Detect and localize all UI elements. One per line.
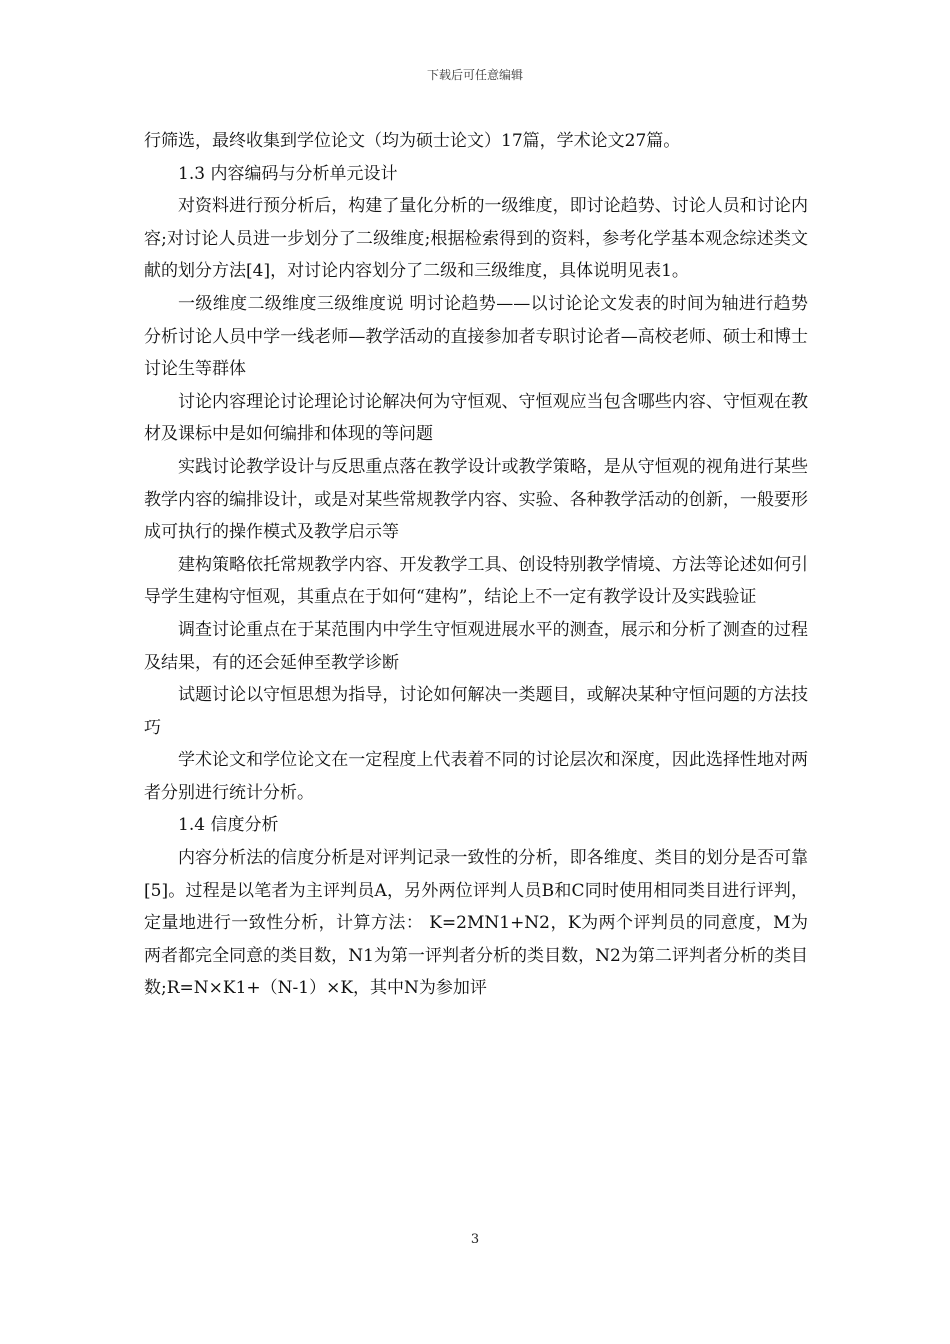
document-body (144, 125, 808, 1005)
page-number: 3 (470, 1232, 480, 1247)
paragraph: 调查讨论重点在于某范围内中学生守恒观进展水平的测查，展示和分析了测查的过程及结果，有的还会延伸至教学诊断 (144, 619, 808, 673)
paragraph: 建构策略依托常规教学内容、开发教学工具、创设特别教学情境、方法等论述如何引导学生建构守恒观，其重点在于如何“建构”，结论上不一定有教学设计及实践验证 (144, 554, 808, 608)
paragraph-continuation: 行筛选，最终收集到学位论文（均为硕士论文）17篇，学术论文27篇。 (144, 131, 681, 151)
page-header: 下载后可任意编辑 (426, 68, 523, 82)
paragraph: 试题讨论以守恒思想为指导，讨论如何解决一类题目，或解决某种守恒问题的方法技巧 (144, 685, 808, 738)
paragraph: 实践讨论教学设计与反思重点落在教学设计或教学策略，是从守恒观的视角进行某些教学内容的编排设计，或是对某些常规教学内容、实验、各种教学活动的创新，一般要形成可执行的操作模式及教学启示等 (144, 456, 808, 543)
paragraph: 内容分析法的信度分析是对评判记录一致性的分析，即各维度、类目的划分是否可靠[5]。过程是以笔者为主评判员A，另外两位评判人员B和C同时使用相同类目进行评判，定量地进行一致性分析，计算方法： K=2MN1+N2，K为两个评判员的同意度，M为两者都完全同意的类目数，N1为第一评判者分析的类目数，N2为第二评判者分析的类目数;R=N×K1+（N-1）×K，其中N为参加评 (144, 848, 808, 999)
paragraph: 学术论文和学位论文在一定程度上代表着不同的讨论层次和深度，因此选择性地对两者分别进行统计分析。 (144, 750, 808, 803)
section-heading-1-3: 1.3 内容编码与分析单元设计 (178, 163, 398, 184)
paragraph: 对资料进行预分析后，构建了量化分析的一级维度，即讨论趋势、讨论人员和讨论内容;对讨论人员进一步划分了二级维度;根据检索得到的资料，参考化学基本观念综述类文献的划分方法[4]，对讨论内容划分了二级和三级维度，具体说明见表1。 (144, 196, 808, 282)
section-heading-1-4: 1.4 信度分析 (178, 815, 279, 836)
paragraph: 讨论内容理论讨论理论讨论解决何为守恒观、守恒观应当包含哪些内容、守恒观在教材及课标中是如何编排和体现的等问题 (144, 391, 808, 445)
paragraph: 一级维度二级维度三级维度说 明讨论趋势——以讨论论文发表的时间为轴进行趋势分析讨论人员中学一线老师—教学活动的直接参加者专职讨论者—高校老师、硕士和博士讨论生等群体 (144, 293, 808, 380)
